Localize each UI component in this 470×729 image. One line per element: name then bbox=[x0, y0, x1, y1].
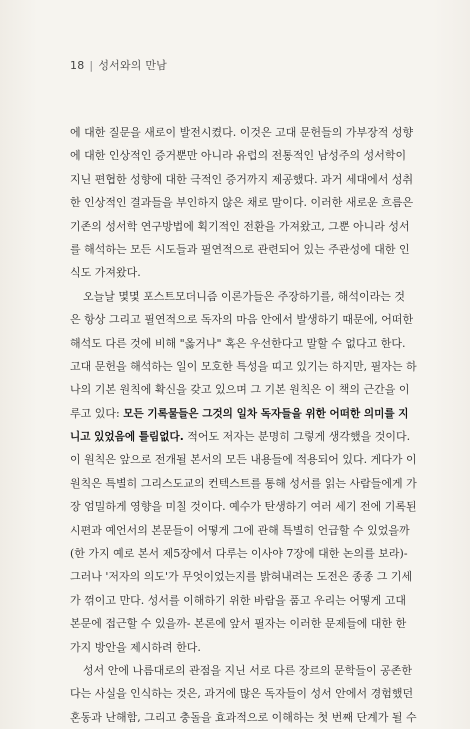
text-line: 혼동과 난해함, 그리고 충돌을 효과적으로 이해하는 첫 번째 단계가 될 수 bbox=[70, 710, 417, 724]
paragraph-2 bbox=[70, 285, 420, 659]
text-line: 한 인상적인 결과들을 부인하지 않은 채로 말이다. 이러한 새로운 흐름은 bbox=[70, 196, 414, 210]
text-line: 성서 안에 나름대로의 관점을 지닌 서로 다른 장르의 문학들이 공존한 bbox=[83, 663, 412, 677]
emphasis-text: 니고 있었음에 틀림없다. bbox=[70, 431, 184, 444]
text-line: 본문에 접근할 수 있을까- 본론에 앞서 필자는 이러한 문제들에 대한 한 bbox=[70, 617, 407, 631]
text-line: 를 해석하는 모든 시도들과 필연적으로 관련되어 있는 주관성에 대한 인 bbox=[70, 242, 410, 256]
text-line: (한 가지 예로 본서 제5장에서 다루는 이사야 7장에 대한 논의를 보라)- bbox=[70, 547, 408, 561]
text-line: 식도 가져왔다. bbox=[70, 266, 141, 280]
body-text bbox=[70, 121, 420, 729]
text-line: 은 항상 그리고 필연적으로 독자의 마음 안에서 발생하기 때문에, 어떠한 bbox=[70, 313, 414, 327]
text-line: 가지 방안을 제시하려 한다. bbox=[70, 640, 201, 654]
text-line: 가 꺾이고 만다. 성서를 이해하기 위한 바람을 품고 우리는 어떻게 고대 bbox=[70, 593, 406, 607]
text-line: 기존의 성서학 연구방법에 획기적인 전환을 가져왔고, 그뿐 아니라 성서 bbox=[70, 219, 410, 233]
line-lead: 루고 있다: bbox=[70, 406, 124, 420]
header-separator: | bbox=[89, 58, 94, 72]
page-number: 18 bbox=[70, 58, 85, 72]
line-tail: 적어도 저자는 분명히 그렇게 생각했을 것이다. bbox=[183, 430, 411, 444]
emphasis-text: 모든 기록물들은 그것의 일차 독자들을 위한 어떠한 의미를 지 bbox=[123, 407, 409, 420]
text-line: 오늘날 몇몇 포스트모더니즘 이론가들은 주장하기를, 해석이라는 것 bbox=[83, 289, 406, 303]
text-line: 고대 문헌을 해석하는 일이 모호한 특성을 띠고 있기는 하지만, 필자는 하 bbox=[70, 359, 417, 373]
text-line: 다는 사실을 인식하는 것은, 과거에 많은 독자들이 성서 안에서 경험했던 bbox=[70, 687, 414, 701]
text-line: 에 대한 인상적인 증거뿐만 아니라 유럽의 전통적인 남성주의 성서학이 bbox=[70, 149, 407, 163]
text-line: 해석도 다른 것에 비해 "옳거나" 혹은 우선한다고 말할 수 없다고 한다. bbox=[70, 336, 406, 350]
paragraph-3 bbox=[70, 659, 420, 729]
text-line: 지닌 편협한 성향에 대한 극적인 증거까지 제공했다. 과거 세대에서 성취 bbox=[70, 172, 414, 186]
running-title: 성서와의 만남 bbox=[98, 59, 167, 72]
text-line: 이 원칙은 앞으로 전개될 본서의 모든 내용들에 적용되어 있다. 게다가 이 bbox=[70, 453, 417, 467]
text-line-with-emphasis bbox=[70, 402, 420, 425]
text-line-with-emphasis bbox=[70, 425, 420, 448]
paragraph-1 bbox=[70, 121, 420, 285]
text-line: 장 엄밀하게 영향을 미칠 것이다. 예수가 탄생하기 여러 세기 전에 기록된 bbox=[70, 500, 417, 514]
running-header bbox=[70, 57, 167, 73]
text-line: 원칙은 특별히 그리스도교의 컨텍스트를 통해 성서를 읽는 사람들에게 가 bbox=[70, 476, 417, 490]
text-line: 그러나 '저자의 의도'가 무엇이었는지를 밝혀내려는 도전은 종종 그 기세 bbox=[70, 570, 413, 584]
text-line: 나의 기본 원칙에 확신을 갖고 있으며 그 기본 원칙은 이 책의 근간을 이 bbox=[70, 383, 410, 397]
text-line: 에 대한 질문을 새로이 발전시켰다. 이것은 고대 문헌들의 가부장적 성향 bbox=[70, 126, 414, 139]
text-line: 시편과 예언서의 본문들이 어떻게 그에 관해 특별히 언급할 수 있었을까 bbox=[70, 523, 410, 537]
